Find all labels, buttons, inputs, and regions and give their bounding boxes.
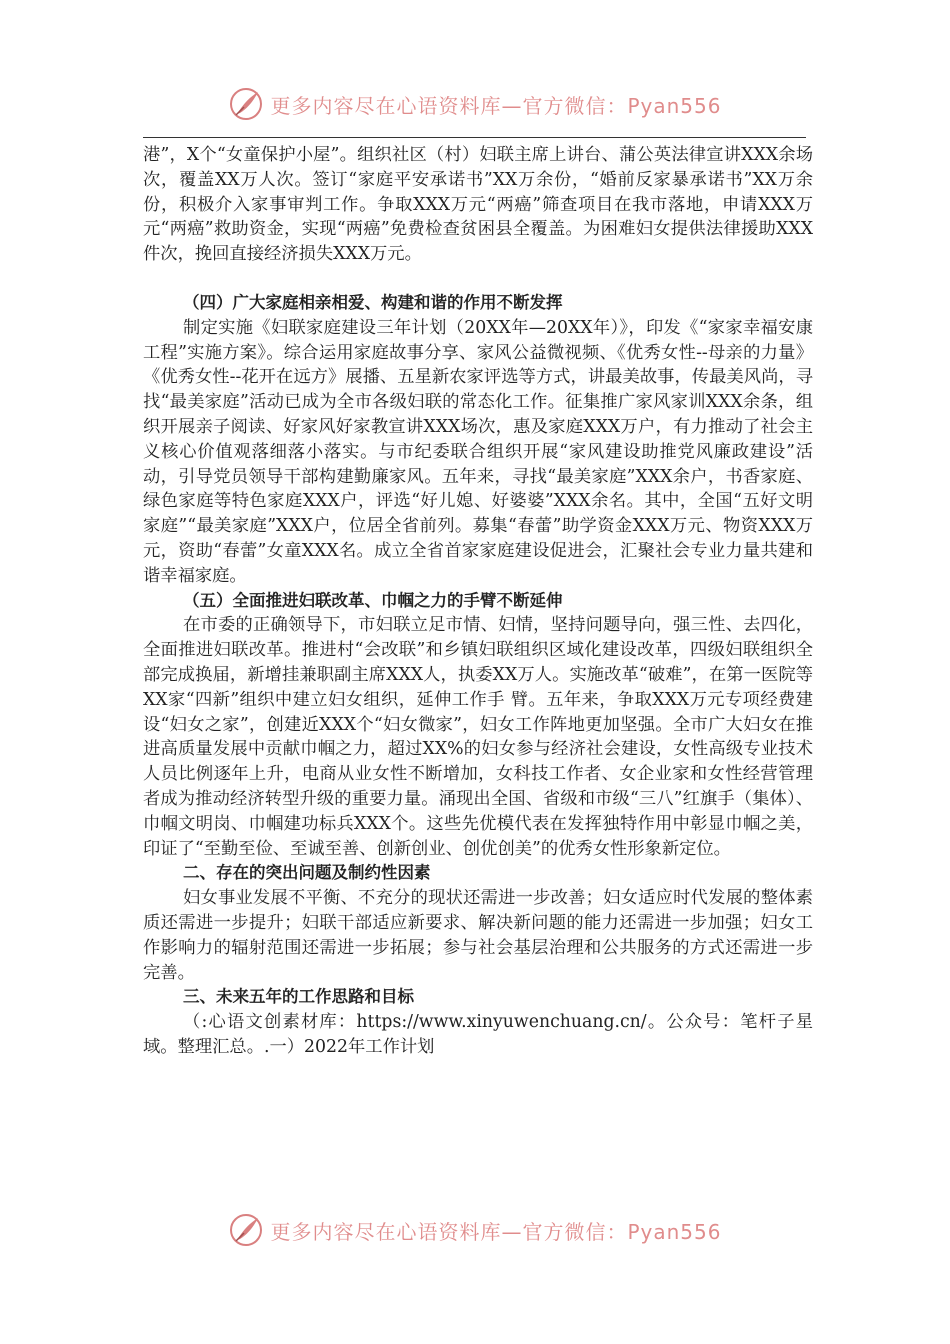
part3-heading: 三、未来五年的工作思路和目标: [183, 987, 414, 1007]
part2-heading: 二、存在的突出问题及制约性因素: [183, 863, 431, 883]
document-body: [143, 143, 813, 1060]
footer-banner: [0, 1210, 950, 1250]
quill-logo-icon: [228, 86, 264, 122]
section4-paragraph: 制定实施《妇联家庭建设三年计划（20XX年—20XX年）》，印发《“家家幸福安康工程”实施方案》。综合运用家庭故事分享、家风公益微视频、《优秀女性--母亲的力量》《优秀女性--花开在远方》展播、五星新农家评选等方式，讲最美故事，传最美风尚，寻找“最美家庭”活动已成为全市各级妇联的常态化工作。征集推广家风家训XXX余条，组织开展亲子阅读、好家风好家教宣讲XXX场次，惠及家庭XXX万户，有力推动了社会主义核心价值观落细落小落实。与市纪委联合组织开展“家风建设助推党风廉政建设”活动，引导党员领导干部构建勤廉家风。五年来，寻找“最美家庭”XXX余户，书香家庭、绿色家庭等特色家庭XXX户，评选“好儿媳、好婆婆”XXX余名。其中，全国“五好文明家庭”“最美家庭”XXX户，位居全省前列。募集“春蕾”助学资金XXX万元、物资XXX万元，资助“春蕾”女童XXX名。成立全省首家家庭建设促进会，汇聚社会专业力量共建和谐幸福家庭。: [143, 317, 813, 586]
header-banner: [0, 84, 950, 124]
header-divider: [143, 137, 806, 138]
section4-heading: （四）广大家庭相亲相爱、构建和谐的作用不断发挥: [183, 292, 563, 312]
intro-paragraph: 港”，X个“女童保护小屋”。组织社区（村）妇联主席上讲台、蒲公英法律宣讲XXX余场次，覆盖XX万人次。签订“家庭平安承诺书”XX万余份，“婚前反家暴承诺书”XX万余份，积极介入家事审判工作。争取XXX万元“两癌”筛查项目在我市落地，申请XXX万元“两癌”救助资金，实现“两癌”免费检查贫困县全覆盖。为困难妇女提供法律援助XXX件次，挽回直接经济损失XXX万元。: [143, 145, 813, 265]
section5-paragraph: 在市委的正确领导下，市妇联立足市情、妇情，坚持问题导向，强三性、去四化，全面推进妇联改革。推进村“会改联”和乡镇妇联组织区域化建设改革，四级妇联组织全部完成换届，新增挂兼职副主席XXX人，执委XX万人。实施改革“破难”，在第一医院等XX家“四新”组织中建立妇女组织，延伸工作手 臂。五年来，争取XXX万元专项经费建设“妇女之家”，创建近XXX个“妇女微家”，妇女工作阵地更加坚强。全市广大妇女在推进高质量发展中贡献巾帼之力，超过XX%的妇女参与经济社会建设，女性高级专业技术人员比例逐年上升，电商从业女性不断增加，女科技工作者、女企业家和女性经营管理者成为推动经济转型升级的重要力量。涌现出全国、省级和市级“三八”红旗手（集体）、巾帼文明岗、巾帼建功标兵XXX个。这些先优模代表在发挥独特作用中彰显巾帼之美，印证了“至勤至俭、至诚至善、创新创业、创优创美”的优秀女性形象新定位。: [143, 615, 813, 859]
footer-banner-text: 更多内容尽在心语资料库—官方微信：Pyan556: [270, 1219, 722, 1244]
section5-heading: （五）全面推进妇联改革、巾帼之力的手臂不断延伸: [183, 590, 563, 610]
header-banner-text: 更多内容尽在心语资料库—官方微信：Pyan556: [270, 93, 722, 118]
paragraph-spacer: [143, 267, 813, 291]
quill-logo-icon: [228, 1212, 264, 1248]
part3-paragraph: （:心语文创素材库：https://www.xinyuwenchuang.cn/。公众号：笔杆子星域。整理汇总。.一）2022年工作计划: [143, 1012, 813, 1057]
part2-paragraph: 妇女事业发展不平衡、不充分的现状还需进一步改善；妇女适应时代发展的整体素质还需进一步提升；妇联干部适应新要求、解决新问题的能力还需进一步加强；妇女工作影响力的辐射范围还需进一步拓展；参与社会基层治理和公共服务的方式还需进一步完善。: [143, 888, 813, 983]
